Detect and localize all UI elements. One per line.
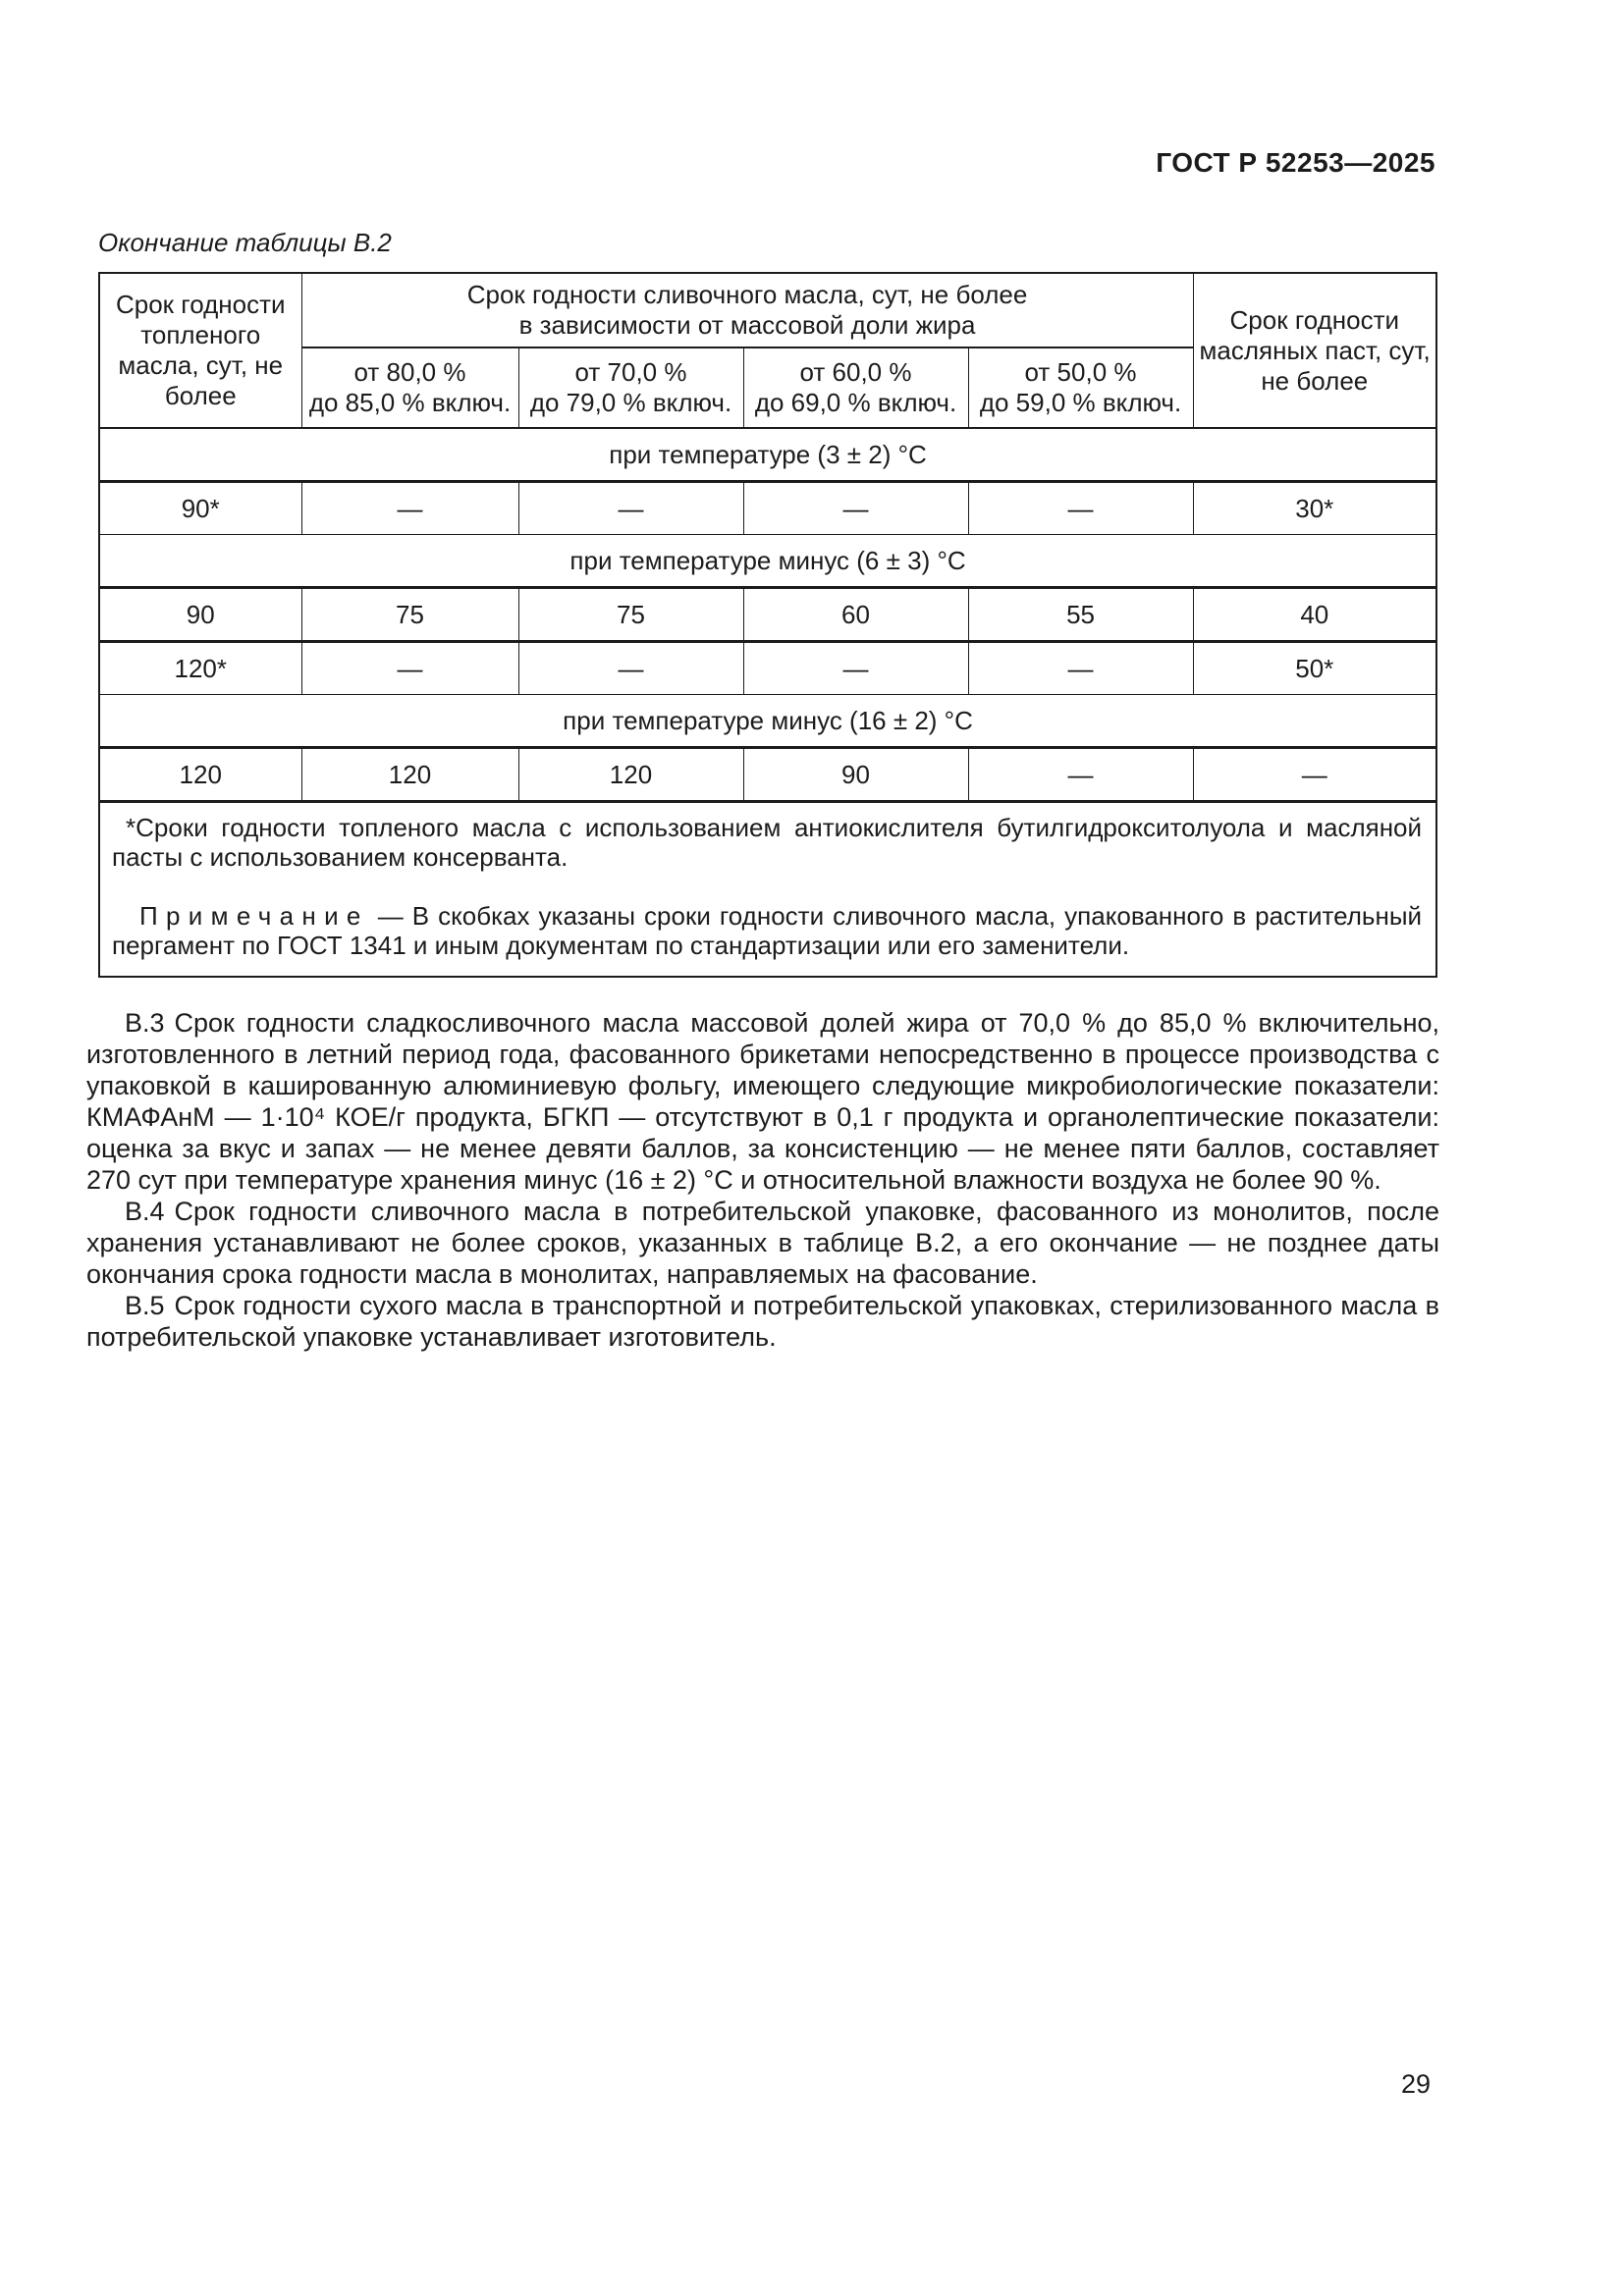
header-line: более [164,381,237,410]
header-line: от 50,0 % [1024,357,1137,387]
paragraph-b4 [86,1196,1439,1290]
data-cell: — [968,748,1193,802]
header-line: масляных паст, сут, [1199,335,1431,365]
header-line: до 69,0 % включ. [754,388,957,417]
table-footnote-cell [99,802,1436,978]
section-title: при температуре минус (16 ± 2) °С [99,695,1436,748]
data-cell: — [743,482,968,535]
header-cell-butter-paste-shelf-life [1193,273,1436,428]
data-cell: 55 [968,588,1193,642]
table-footnote-row [99,802,1436,978]
data-cell: 120 [99,748,301,802]
header-cell-fat-70-79 [518,347,743,428]
section-title: при температуре минус (6 ± 3) °С [99,535,1436,588]
table-note [112,901,1422,960]
data-cell: — [518,482,743,535]
table-header-row-top [99,273,1436,347]
paragraph-label: В.4 [125,1197,165,1226]
section-title: при температуре (3 ± 2) °С [99,428,1436,482]
header-line: от 60,0 % [799,357,912,387]
note-text: — В скобках указаны сроки годности сливочного масла, упакованного в растительный пергамент по ГОСТ 1341 и иным документам по стандартизации или его заменители. [112,901,1423,960]
data-cell: 90 [99,588,301,642]
paragraph-b5 [86,1290,1439,1353]
header-line: масла, сут, не [118,350,284,380]
header-line: до 79,0 % включ. [529,388,732,417]
data-cell: 75 [518,588,743,642]
data-cell: 50* [1193,642,1436,695]
header-cell-fat-80-85 [301,347,518,428]
section-row-temp-minus-16-2 [99,695,1436,748]
table-row [99,482,1436,535]
data-cell: 75 [301,588,518,642]
data-cell: — [968,642,1193,695]
page-content [86,147,1439,1353]
table-continuation-caption: Окончание таблицы В.2 [98,228,392,257]
table-row [99,588,1436,642]
header-line: в зависимости от массовой доли жира [518,310,976,340]
shelf-life-table [98,272,1437,978]
header-line: не более [1261,365,1369,396]
header-line: Срок годности сливочного масла, сут, не более [466,280,1028,309]
footnote-text: *Сроки годности топленого масла с использованием антиокислителя бутилгидрокситолуола и масляной пасты с использованием консерванта. [112,813,1423,872]
paragraph-text: Срок годности сухого масла в транспортной и потребительской упаковках, стерилизованного масла в потребительской упаковке устанавливает изготовитель. [86,1291,1439,1352]
header-line: Срок годности [1229,304,1400,335]
data-cell: 40 [1193,588,1436,642]
data-cell: — [301,642,518,695]
data-cell: 30* [1193,482,1436,535]
table-row [99,642,1436,695]
header-line: от 70,0 % [574,357,687,387]
data-cell: 120 [518,748,743,802]
data-cell: 120* [99,642,301,695]
header-cell-fat-50-59 [968,347,1193,428]
data-cell: 60 [743,588,968,642]
section-row-temp-minus-6-3 [99,535,1436,588]
section-row-temp-3-2 [99,428,1436,482]
data-cell: — [301,482,518,535]
table-row [99,748,1436,802]
paragraph-label: В.3 [125,1008,165,1038]
header-line: до 59,0 % включ. [979,388,1182,417]
data-cell: 90 [743,748,968,802]
paragraph-text: Срок годности сливочного масла в потребительской упаковке, фасованного из монолитов, после хранения устанавливают не более сроков, указанных в таблице В.2, а его окончание — не позднее даты окончания срока годности масла в монолитах, направляемых на фасование. [86,1197,1439,1289]
page-number: 29 [1400,2069,1431,2099]
paragraph-text: Срок годности сладкосливочного масла массовой долей жира от 70,0 % до 85,0 % включительно, изготовленного в летний период года, фасованного брикетами непосредственно в процессе производства с упаковкой в кашированную алюминиевую фольгу, имеющего следующие микробиологические показатели: КМАФАнМ — 1·10⁴ КОЕ/г продукта, БГКП — отсутствуют в 0,1 г продукта и органолептические показатели: оценка за вкус и запах — не менее девяти баллов, за консистенцию — не менее пяти баллов, составляет 270 сут при температуре хранения минус (16 ± 2) °С и относительной влажности воздуха не более 90 %. [86,1008,1439,1195]
data-cell: 120 [301,748,518,802]
header-cell-butter-shelf-life-span [301,273,1193,347]
data-cell: — [1193,748,1436,802]
data-cell: — [518,642,743,695]
header-line: топленого [140,320,261,349]
header-cell-fat-60-69 [743,347,968,428]
paragraph-b3 [86,1007,1439,1196]
header-line: до 85,0 % включ. [308,388,512,417]
header-line: Срок годности [115,290,286,319]
header-line: от 80,0 % [353,357,466,387]
note-label: Примечание [139,901,369,931]
data-cell: — [968,482,1193,535]
document-code-header: ГОСТ Р 52253—2025 [1156,147,1435,178]
data-cell: — [743,642,968,695]
body-text [86,1007,1439,1353]
data-cell: 90* [99,482,301,535]
header-cell-ghee-shelf-life [99,273,301,428]
paragraph-label: В.5 [125,1291,165,1320]
